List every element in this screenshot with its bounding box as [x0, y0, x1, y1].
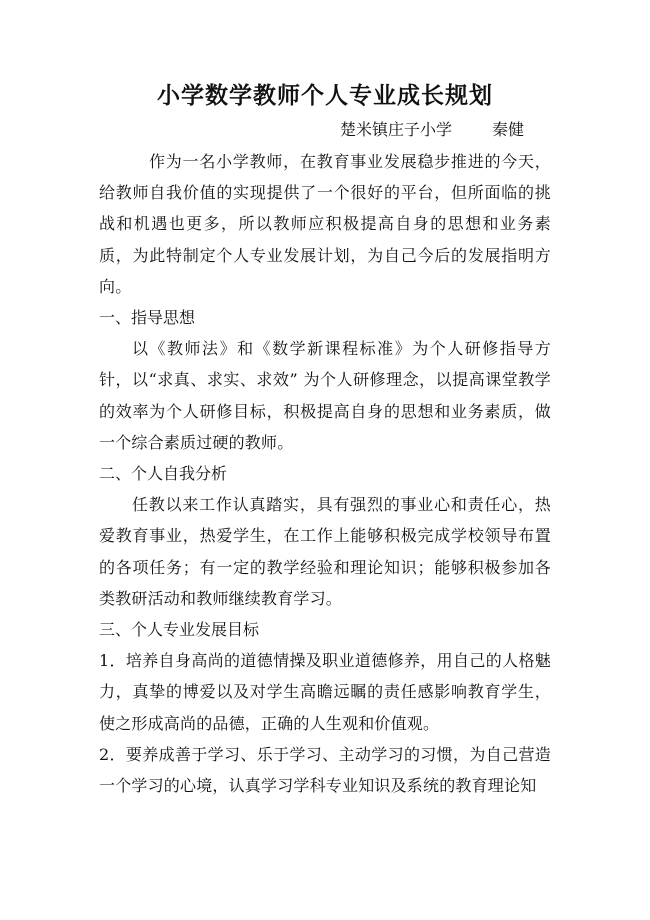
school-name: 楚米镇庄子小学: [340, 120, 453, 139]
document-body: [99, 146, 551, 801]
goal-item-1: 1．培养自身高尚的道德情操及职业道德修养，用自己的人格魅力，真挚的博爱以及对学生高瞻远瞩的责任感影响教育学生，使之形成高尚的品德，正确的人生观和价值观。: [99, 651, 551, 733]
section-heading-development-goals: 三、个人专业发展目标: [99, 620, 260, 640]
section-paragraph-self-analysis: 任教以来工作认真踏实，具有强烈的事业心和责任心，热爱教育事业，热爱学生，在工作上能够积极完成学校领导布置的各项任务；有一定的教学经验和理论知识；能够积极参加各类教研活动和教师继续教育学习。: [99, 495, 551, 608]
goal-item-2: 2．要养成善于学习、乐于学习、主动学习的习惯，为自己营造一个学习的心境，认真学习学科专业知识及系统的教育理论知: [99, 744, 551, 796]
author-line: [340, 118, 524, 142]
intro-paragraph: 作为一名小学教师，在教育事业发展稳步推进的今天，给教师自我价值的实现提供了一个很好的平台，但所面临的挑战和机遇也更多，所以教师应积极提高自身的思想和业务素质，为此特制定个人专业发展计划，为自己今后的发展指明方向。: [99, 152, 551, 296]
section-heading-guiding-thought: 一、指导思想: [99, 308, 196, 328]
section-heading-self-analysis: 二、个人自我分析: [99, 464, 228, 484]
document-title: 小学数学教师个人专业成长规划: [157, 83, 493, 109]
section-paragraph-guiding-thought: 以《教师法》和《数学新课程标准》为个人研修指导方针，以“求真、求实、求效” 为个人研修理念，以提高课堂教学的效率为个人研修目标，积极提高自身的思想和业务素质，做一个综合素质过硬的教师。: [99, 339, 551, 452]
author-name: 秦健: [492, 120, 525, 139]
